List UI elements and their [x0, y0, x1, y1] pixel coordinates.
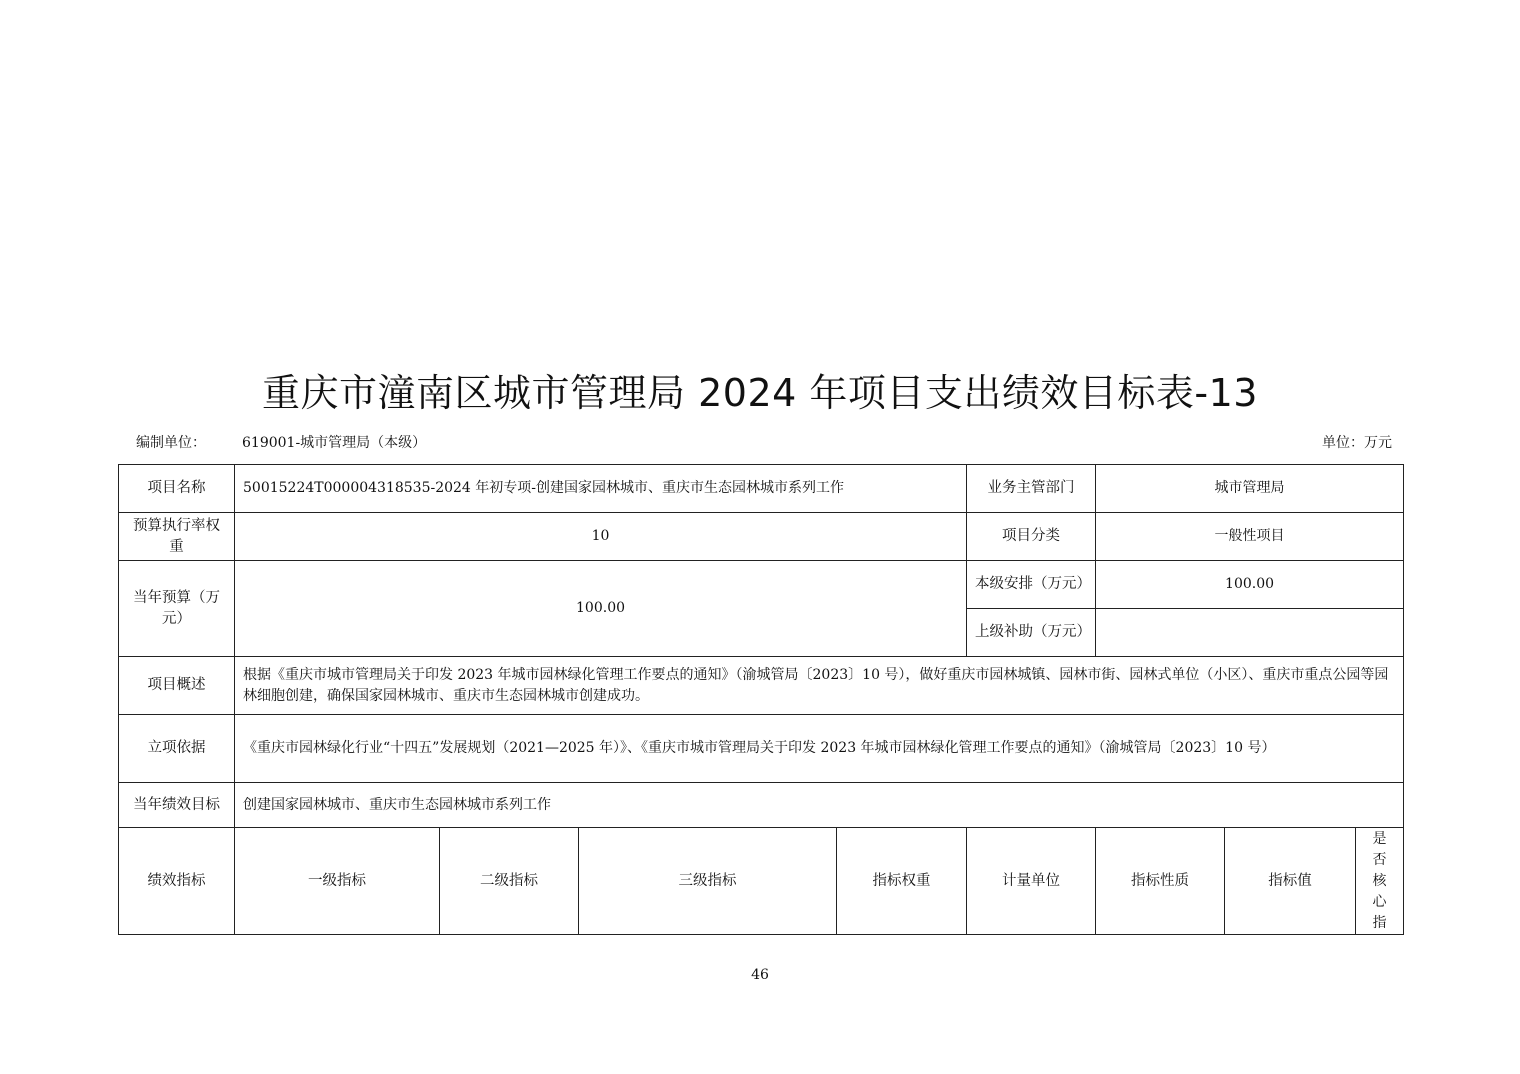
- header-level1: 一级指标: [235, 828, 440, 935]
- compiling-unit-label: 编制单位：: [136, 435, 206, 451]
- dept-label: 业务主管部门: [967, 465, 1096, 513]
- header-unit: 计量单位: [967, 828, 1096, 935]
- table-row: [119, 783, 1404, 828]
- subsidy-value: [1096, 609, 1404, 657]
- budget-value: 100.00: [235, 561, 967, 657]
- table-row: [119, 513, 1404, 561]
- table-row: [119, 465, 1404, 513]
- table-row: [119, 561, 1404, 609]
- basis-label: 立项依据: [119, 715, 235, 783]
- local-label: 本级安排（万元）: [967, 561, 1096, 609]
- header-value: 指标值: [1225, 828, 1356, 935]
- header-level2: 二级指标: [440, 828, 579, 935]
- indicators-label: 绩效指标: [119, 828, 235, 935]
- page-title: 重庆市潼南区城市管理局 2024 年项目支出绩效目标表-13: [262, 371, 1258, 415]
- page-number: 46: [751, 967, 769, 983]
- header-nature: 指标性质: [1096, 828, 1225, 935]
- goal-value: 创建国家园林城市、重庆市生态园林城市系列工作: [235, 783, 1404, 828]
- category-value: 一般性项目: [1096, 513, 1404, 561]
- header-core-indicator: 是 否 核 心 指: [1356, 828, 1404, 935]
- currency-unit: 单位：万元: [1322, 435, 1392, 451]
- exec-rate-label: 预算执行率权重: [119, 513, 235, 561]
- header-weight: 指标权重: [837, 828, 967, 935]
- subsidy-label: 上级补助（万元）: [967, 609, 1096, 657]
- project-name-value: 50015224T000004318535-2024 年初专项-创建国家园林城市、重庆市生态园林城市系列工作: [235, 465, 967, 513]
- local-value: 100.00: [1096, 561, 1404, 609]
- budget-label: 当年预算（万元）: [119, 561, 235, 657]
- exec-rate-value: 10: [235, 513, 967, 561]
- table-row: [119, 715, 1404, 783]
- dept-value: 城市管理局: [1096, 465, 1404, 513]
- goal-label: 当年绩效目标: [119, 783, 235, 828]
- basis-value: 《重庆市园林绿化行业“十四五”发展规划（2021—2025 年）》、《重庆市城市管理局关于印发 2023 年城市园林绿化管理工作要点的通知》（渝城管局〔2023〕10 号）: [235, 715, 1404, 783]
- category-label: 项目分类: [967, 513, 1096, 561]
- project-name-label: 项目名称: [119, 465, 235, 513]
- header-level3: 三级指标: [579, 828, 837, 935]
- table-row: [119, 828, 1404, 935]
- overview-label: 项目概述: [119, 657, 235, 715]
- compiling-unit: [136, 432, 426, 452]
- compiling-unit-value: 619001-城市管理局（本级）: [242, 435, 427, 451]
- performance-table: [118, 464, 1404, 935]
- table-row: [119, 657, 1404, 715]
- overview-value: 根据《重庆市城市管理局关于印发 2023 年城市园林绿化管理工作要点的通知》（渝城管局〔2023〕10 号），做好重庆市园林城镇、园林市街、园林式单位（小区）、重庆市重点公园等园林细胞创建，确保国家园林城市、重庆市生态园林城市创建成功。: [235, 657, 1404, 715]
